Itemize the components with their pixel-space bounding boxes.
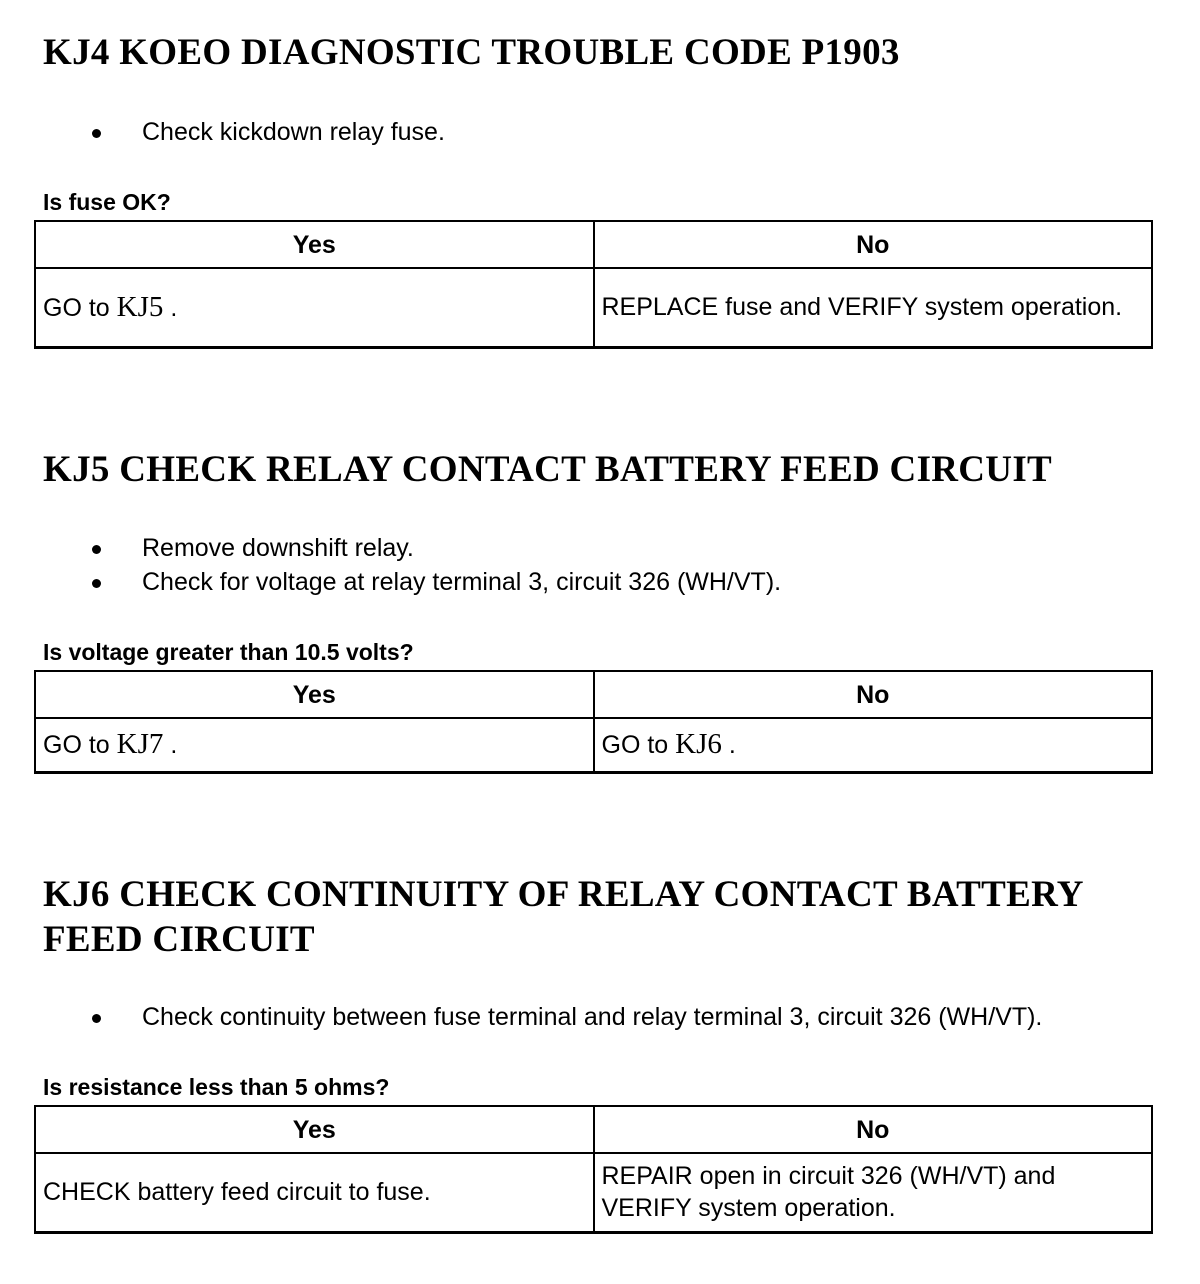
no-header: No (594, 1106, 1153, 1153)
goto-link-kj5[interactable]: KJ5 (116, 290, 164, 323)
yes-header: Yes (35, 671, 594, 718)
question-text: Is voltage greater than 10.5 volts? (43, 639, 414, 665)
bullet-icon (92, 545, 101, 554)
bullet-icon (92, 579, 101, 588)
table-header-row (35, 221, 1152, 268)
table-header-row (35, 1106, 1152, 1153)
table-row (35, 1153, 1152, 1232)
goto-link-kj7[interactable]: KJ7 (116, 728, 164, 761)
goto-prefix: GO to (601, 731, 676, 760)
question-text: Is fuse OK? (43, 189, 171, 215)
step-text: Check continuity between fuse terminal and relay terminal 3, circuit 326 (WH/VT). (142, 1003, 1043, 1031)
goto-suffix: . (163, 293, 178, 322)
step-text: Check for voltage at relay terminal 3, circuit 326 (WH/VT). (142, 568, 782, 596)
yes-cell (35, 268, 594, 347)
answer-table (34, 220, 1153, 349)
no-cell (594, 718, 1153, 772)
yes-header: Yes (35, 221, 594, 268)
goto-link-kj6[interactable]: KJ6 (675, 728, 722, 761)
step-text: Remove downshift relay. (142, 534, 414, 562)
section-heading: KJ5 CHECK RELAY CONTACT BATTERY FEED CIRCUIT (43, 449, 1053, 490)
step-text: Check kickdown relay fuse. (142, 118, 445, 146)
goto-suffix: . (721, 731, 736, 760)
yes-cell (35, 718, 594, 772)
table-header-row (35, 671, 1152, 718)
goto-prefix: GO to (43, 293, 117, 322)
yes-header: Yes (35, 1106, 594, 1153)
no-header: No (594, 671, 1153, 718)
answer-table (34, 1105, 1153, 1234)
bullet-icon (92, 1014, 101, 1023)
table-row (35, 718, 1152, 772)
no-cell: REPAIR open in circuit 326 (WH/VT) and VERIFY system operation. (594, 1153, 1153, 1232)
answer-table (34, 670, 1153, 774)
question-text: Is resistance less than 5 ohms? (43, 1074, 390, 1100)
section-heading-line-2: FEED CIRCUIT (43, 919, 315, 960)
no-header: No (594, 221, 1153, 268)
no-cell: REPLACE fuse and VERIFY system operation. (594, 268, 1153, 347)
goto-suffix: . (163, 731, 178, 760)
bullet-icon (92, 129, 101, 138)
section-heading-line-1: KJ6 CHECK CONTINUITY OF RELAY CONTACT BATTERY (43, 874, 1084, 915)
table-row (35, 268, 1152, 347)
section-heading: KJ4 KOEO DIAGNOSTIC TROUBLE CODE P1903 (43, 32, 900, 73)
yes-cell: CHECK battery feed circuit to fuse. (35, 1153, 594, 1232)
goto-prefix: GO to (43, 731, 117, 760)
